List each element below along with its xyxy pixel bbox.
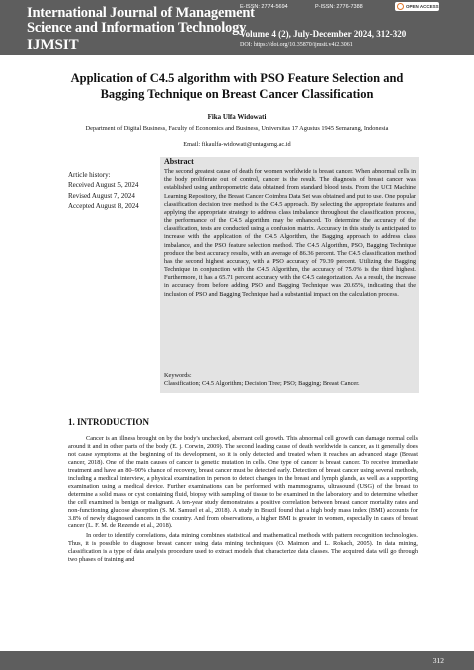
abstract-heading: Abstract: [164, 157, 194, 166]
abstract-text: The second greatest cause of death for women worldwide is breast cancer. When abnormal cells in the body proliferate out of control, cancer is the result. The diagnosis of breast cancer was established using anthropometric data obtained from standard blood tests. From the UCI Machine Learning Repository, the Breast Cancer Coimbra Data Set was obtained and put to use. One popular classification decision tree method is the C4.5 approach. By selecting the appropriate features and applying the appropriate strategy to address class imbalance throughout the classification process, the performance of the C4.5 algorithm may be enhanced. To determine the accuracy of the classification, tests are conducted using a confusion matrix. Accuracy in this study is anticipated to increase with the application of the C4.5 Algorithm, the Bagging approach to address class imbalance, and the PSO feature selection method. The C4.5 Algorithm, PSO, Bagging Technique produce the best accuracy results, with an average of 86.36 percent. The C4.5 classification method has the second highest accuracy, with a PSO accuracy of 79.39 percent. Utilizing the Bagging Technique in conjunction with the C4.5 Algorithm, the accuracy of 75.0% is the third highest. Furthermore, it has a 65.71 percent accuracy with the C4.5 categorization. As a result, the increase in accuracy from before adding PSO and Bagging Technique was 20.65%, indicating that the inclusion of PSO and Bagging Technique had a substantial impact on the calculation process.: [164, 168, 416, 298]
revised-date: Revised August 7, 2024: [68, 191, 135, 200]
author-name: Fika Ulfa Widowati: [207, 113, 267, 121]
open-access-icon: [397, 3, 404, 10]
intro-paragraph: Cancer is an illness brought on by the body's unchecked, aberrant cell growth. This abnormal cell growth can damage normal cells around it and in other parts of the body (E. j. Corwin, 2009). The second leading cause of death worldwide is cancer, as it generally does not cause symptoms at the beginning of its development, so it is only detected and treated when it reaches an advanced stage (Breast cancer, 2018). One of the main causes of cancer is genetic mutation in cells. One type of cancer is breast cancer. To receive immediate treatment and have an 80–90% chance of recovery, breast cancer must be detected early. Detection of breast cancer using several methods, including a medical interview, a physical examination in person to detect changes in the breast and lymph glands, as well as a supporting examination using a medical device. Further examinations can be performed with mammograms, ultrasound (USG) of the breast to determine a solid mass or cyst containing fluid, biopsy with sampling of tissue to be examined in the laboratory and to determine whether the cell examined is benign or malignant. A ten-year study demonstrates a positive correlation between breast cancer mortality rates and non-functioning glucose absorption (S. M. Samuel et al., 2018). A study in Brazil found that a high body mass index (BMI) accounts for 3.8% of newly diagnosed cancers in the country. And from observations, a higher BMI is greater in women, especially in cases of breast cancer (L. F. M. de Rezende et al., 2018).: [68, 435, 418, 530]
volume-info: Volume 4 (2), July-December 2024, 312-320: [240, 29, 407, 39]
journal-header-bar: [0, 0, 474, 55]
open-access-badge: [395, 2, 439, 11]
author-email[interactable]: Email: fikaulfa-widowati@untagsmg.ac.id: [183, 141, 291, 148]
journal-name-line2: Science and Information Technology: [27, 20, 247, 36]
journal-name: [27, 6, 255, 36]
received-date: Received August 5, 2024: [68, 181, 139, 190]
paper-title-line1: Application of C4.5 algorithm with PSO Feature Selection and: [70, 71, 404, 85]
paper-title: [40, 70, 434, 102]
article-history: [68, 170, 139, 211]
keywords-label: Keywords:: [164, 372, 192, 379]
article-history-label: Article history:: [68, 171, 111, 179]
open-access-label: OPEN ACCESS: [406, 4, 439, 9]
page-number: 312: [432, 656, 444, 665]
introduction-body: [68, 435, 418, 565]
section-heading-introduction: 1. INTRODUCTION: [68, 417, 150, 427]
intro-paragraph: In order to identify correlations, data mining combines statistical and mathematical methods with pattern recognition technologies. Thus, it is possible to diagnose breast cancer using data mining techniques (O. Maimon and L. Rokach, 2005). In data mining, classification is a type of data analysis procedure used to extract models that characterize data classes. The acquired data will go through two phases of training and: [68, 531, 418, 563]
journal-name-line1: International Journal of Management: [27, 5, 255, 21]
pissn-label: P-ISSN: 2776-7388: [315, 4, 363, 10]
author-affiliation: Department of Digital Business, Faculty of Economics and Business, Universitas 17 Agustus 1945 Semarang, Indonesia: [85, 125, 389, 132]
accepted-date: Accepted August 8, 2024: [68, 201, 139, 210]
keywords-list: Classification; C4.5 Algorithm; Decision Tree; PSO; Bagging; Breast Cancer.: [164, 380, 360, 387]
doi-link[interactable]: DOI: https://doi.org/10.35870/ijmsit.v4i2.3061: [240, 42, 353, 48]
paper-title-line2: Bagging Technique on Breast Cancer Classification: [100, 87, 374, 101]
eissn-label: E-ISSN: 2774-5694: [240, 4, 288, 10]
journal-abbreviation: IJMSIT: [27, 37, 79, 53]
page-footer-bar: [0, 651, 474, 670]
